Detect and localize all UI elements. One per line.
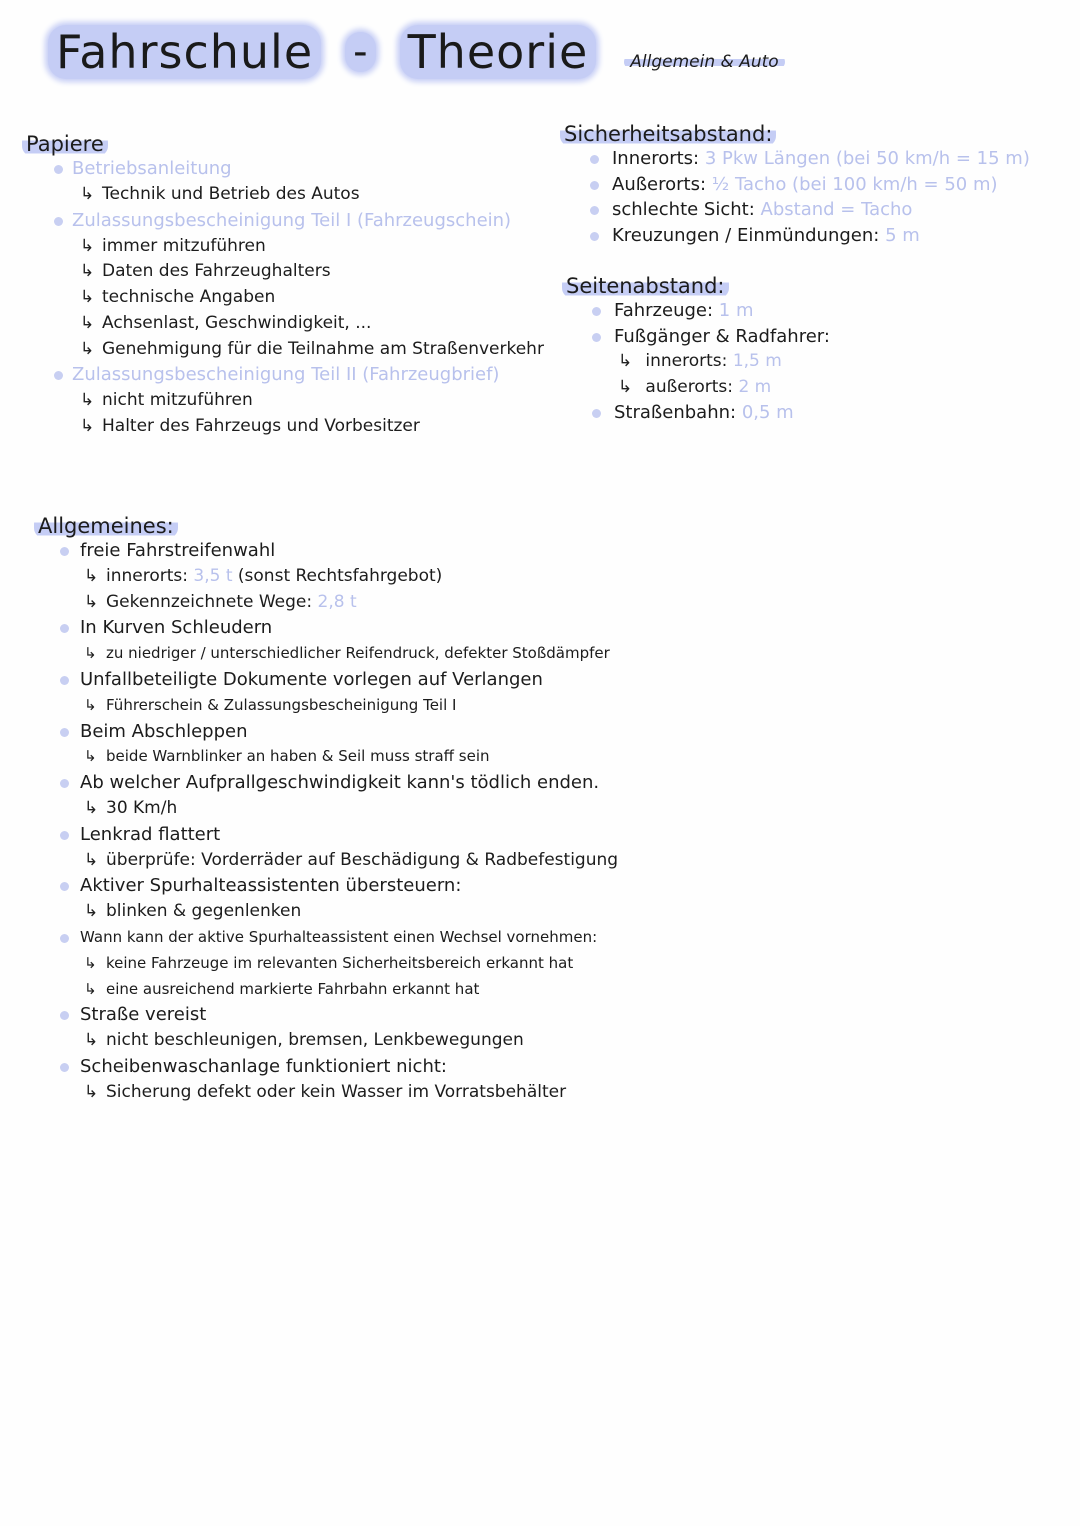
sub-item <box>34 1080 618 1106</box>
arrow-icon: ↳ <box>80 261 95 282</box>
item-value: ½ Tacho (bei 100 km/h = 50 m) <box>711 173 998 195</box>
arrow-icon: ↳ <box>618 376 633 397</box>
list-item <box>560 223 1030 249</box>
bullet-icon <box>590 181 599 190</box>
item-value: 3 Pkw Längen (bei 50 km/h = 15 m) <box>704 148 1030 169</box>
section-heading: Allgemeines: <box>34 514 178 538</box>
list-item <box>34 822 618 848</box>
section-heading: Seitenabstand: <box>562 274 729 298</box>
sub-text: eine ausreichend markierte Fahrbahn erkannt hat <box>106 979 480 998</box>
arrow-icon: ↳ <box>618 351 633 371</box>
sub-item <box>34 564 618 590</box>
list-item <box>562 324 830 350</box>
sub-item <box>34 641 618 667</box>
sub-item <box>22 285 544 311</box>
item-value: 0,5 m <box>741 402 794 423</box>
item-label: Straße vereist <box>80 1004 207 1026</box>
list-item <box>34 538 618 564</box>
sub-text: technische Angaben <box>102 287 276 308</box>
bullet-icon <box>592 333 601 342</box>
list-item <box>34 719 618 745</box>
list-item <box>34 615 618 641</box>
item-label: Unfallbeteiligte Dokumente vorlegen auf Verlangen <box>80 668 543 690</box>
sub-label: außerorts: <box>645 376 734 397</box>
bullet-icon <box>54 165 63 174</box>
sub-item <box>34 1028 618 1054</box>
sub-value: 3,5 t <box>193 565 233 586</box>
sub-item <box>34 796 618 822</box>
title-theorie: Theorie <box>400 25 597 79</box>
sub-item <box>34 693 618 719</box>
sub-value: 2 m <box>738 376 772 397</box>
bullet-icon <box>60 934 69 943</box>
sub-text: Genehmigung für die Teilnahme am Straßenverkehr <box>102 338 544 359</box>
list-item <box>560 146 1030 172</box>
sub-item <box>562 375 830 401</box>
bullet-icon <box>60 676 69 685</box>
sub-text: Halter des Fahrzeugs und Vorbesitzer <box>102 415 420 436</box>
sub-item <box>22 414 544 440</box>
arrow-icon: ↳ <box>80 312 95 333</box>
arrow-icon: ↳ <box>84 901 99 922</box>
title-dash: - <box>345 32 375 72</box>
list-item <box>34 667 618 693</box>
section-sicherheitsabstand <box>560 122 1030 248</box>
list-item <box>560 197 1030 223</box>
sub-text: zu niedriger / unterschiedlicher Reifendruck, defekter Stoßdämpfer <box>106 644 610 663</box>
item-label: Kreuzungen / Einmündungen: <box>612 224 880 246</box>
arrow-icon: ↳ <box>84 979 97 998</box>
item-label: Ab welcher Aufprallgeschwindigkeit kann's tödlich enden. <box>80 772 600 794</box>
sub-text: immer mitzuführen <box>102 235 266 256</box>
bullet-icon <box>590 206 599 215</box>
arrow-icon: ↳ <box>80 338 95 359</box>
item-label: schlechte Sicht: <box>612 199 755 220</box>
sub-value: 2,8 t <box>317 591 357 612</box>
item-label: Straßenbahn: <box>614 402 737 423</box>
sub-item <box>34 951 618 977</box>
arrow-icon: ↳ <box>80 235 95 256</box>
bullet-icon <box>60 779 69 788</box>
item-value: 1 m <box>718 300 754 321</box>
sub-text: nicht mitzuführen <box>102 390 253 411</box>
list-item <box>22 362 544 388</box>
item-label: Scheibenwaschanlage funktioniert nicht: <box>80 1055 447 1077</box>
list-item <box>560 172 1030 198</box>
item-label: freie Fahrstreifenwahl <box>80 540 276 561</box>
section-heading: Papiere <box>22 132 108 156</box>
sub-text: nicht beschleunigen, bremsen, Lenkbewegungen <box>106 1030 524 1051</box>
bullet-icon <box>592 409 601 418</box>
arrow-icon: ↳ <box>80 390 95 411</box>
section-seitenabstand <box>562 274 830 426</box>
bullet-icon <box>60 624 69 633</box>
item-label: Fußgänger & Radfahrer: <box>614 325 830 347</box>
item-label: Zulassungsbescheinigung Teil II (Fahrzeugbrief) <box>72 364 500 386</box>
sub-item <box>34 977 618 1003</box>
sub-item <box>34 744 618 770</box>
sub-text: Sicherung defekt oder kein Wasser im Vorratsbehälter <box>106 1081 567 1102</box>
sub-text: 30 Km/h <box>106 797 178 818</box>
sub-text: beide Warnblinker an haben & Seil muss straff sein <box>106 747 490 766</box>
item-label: Innerorts: <box>612 148 700 169</box>
sub-text: Gekennzeichnete Wege: <box>106 591 313 612</box>
item-label: Aktiver Spurhalteassistenten übersteuern: <box>80 875 462 897</box>
bullet-icon <box>60 728 69 737</box>
arrow-icon: ↳ <box>84 747 97 766</box>
page-subtitle: Allgemein & Auto <box>624 55 784 69</box>
list-item <box>34 1002 618 1028</box>
sub-item <box>22 182 544 208</box>
arrow-icon: ↳ <box>84 644 97 663</box>
arrow-icon: ↳ <box>80 184 95 204</box>
bullet-icon <box>60 1063 69 1072</box>
item-label: Betriebsanleitung <box>72 158 232 179</box>
bullet-icon <box>60 831 69 840</box>
arrow-icon: ↳ <box>84 695 97 714</box>
sub-item <box>22 259 544 285</box>
arrow-icon: ↳ <box>80 287 95 308</box>
sub-text: keine Fahrzeuge im relevanten Sicherheitsbereich erkannt hat <box>106 953 574 972</box>
bullet-icon <box>60 882 69 891</box>
arrow-icon: ↳ <box>84 1030 99 1051</box>
sub-text: Technik und Betrieb des Autos <box>102 184 360 204</box>
item-label: Lenkrad flattert <box>80 823 221 845</box>
item-label: Fahrzeuge: <box>614 300 714 321</box>
section-allgemeines <box>34 514 618 1106</box>
bullet-icon <box>60 547 69 556</box>
sub-text: Achsenlast, Geschwindigkeit, ... <box>102 312 372 333</box>
sub-item <box>22 234 544 260</box>
list-item <box>22 156 544 182</box>
section-papiere <box>22 132 544 440</box>
sub-label: innerorts: <box>645 351 728 371</box>
bullet-icon <box>590 155 599 164</box>
bullet-icon <box>54 217 63 226</box>
sub-note: (sonst Rechtsfahrgebot) <box>237 565 443 586</box>
sub-item <box>34 590 618 616</box>
page-title <box>48 22 785 82</box>
sub-item <box>22 388 544 414</box>
sub-item <box>22 337 544 363</box>
bullet-icon <box>590 232 599 241</box>
sub-text: blinken & gegenlenken <box>106 901 302 922</box>
sub-item <box>34 848 618 874</box>
item-label: Wann kann der aktive Spurhalteassistent einen Wechsel vornehmen: <box>80 927 598 946</box>
arrow-icon: ↳ <box>84 565 99 586</box>
item-label: Beim Abschleppen <box>80 720 248 742</box>
arrow-icon: ↳ <box>84 591 99 612</box>
list-item <box>34 873 618 899</box>
sub-text: überprüfe: Vorderräder auf Beschädigung & Radbefestigung <box>106 849 619 870</box>
bullet-icon <box>54 371 63 380</box>
item-value: Abstand = Tacho <box>760 199 913 220</box>
item-label: Zulassungsbescheinigung Teil I (Fahrzeugschein) <box>72 209 512 231</box>
bullet-icon <box>60 1011 69 1020</box>
sub-text: Daten des Fahrzeughalters <box>102 261 331 282</box>
bullet-icon <box>592 307 601 316</box>
item-label: In Kurven Schleudern <box>80 617 273 639</box>
arrow-icon: ↳ <box>80 415 95 436</box>
arrow-icon: ↳ <box>84 953 97 972</box>
sub-text: innerorts: <box>106 565 188 586</box>
arrow-icon: ↳ <box>84 1081 99 1102</box>
arrow-icon: ↳ <box>84 797 99 818</box>
section-heading: Sicherheitsabstand: <box>560 122 776 146</box>
list-item <box>562 400 830 426</box>
item-label: Außerorts: <box>612 173 707 195</box>
list-item <box>562 298 830 324</box>
item-value: 5 m <box>885 224 920 246</box>
list-item <box>34 770 618 796</box>
sub-text: Führerschein & Zulassungsbescheinigung Teil I <box>106 695 457 714</box>
sub-item <box>22 311 544 337</box>
arrow-icon: ↳ <box>84 849 99 870</box>
sub-item <box>562 349 830 375</box>
title-fahrschule: Fahrschule <box>48 25 321 79</box>
list-item <box>34 1054 618 1080</box>
sub-value: 1,5 m <box>732 351 782 371</box>
list-item <box>34 925 618 951</box>
sub-item <box>34 899 618 925</box>
list-item <box>22 208 544 234</box>
